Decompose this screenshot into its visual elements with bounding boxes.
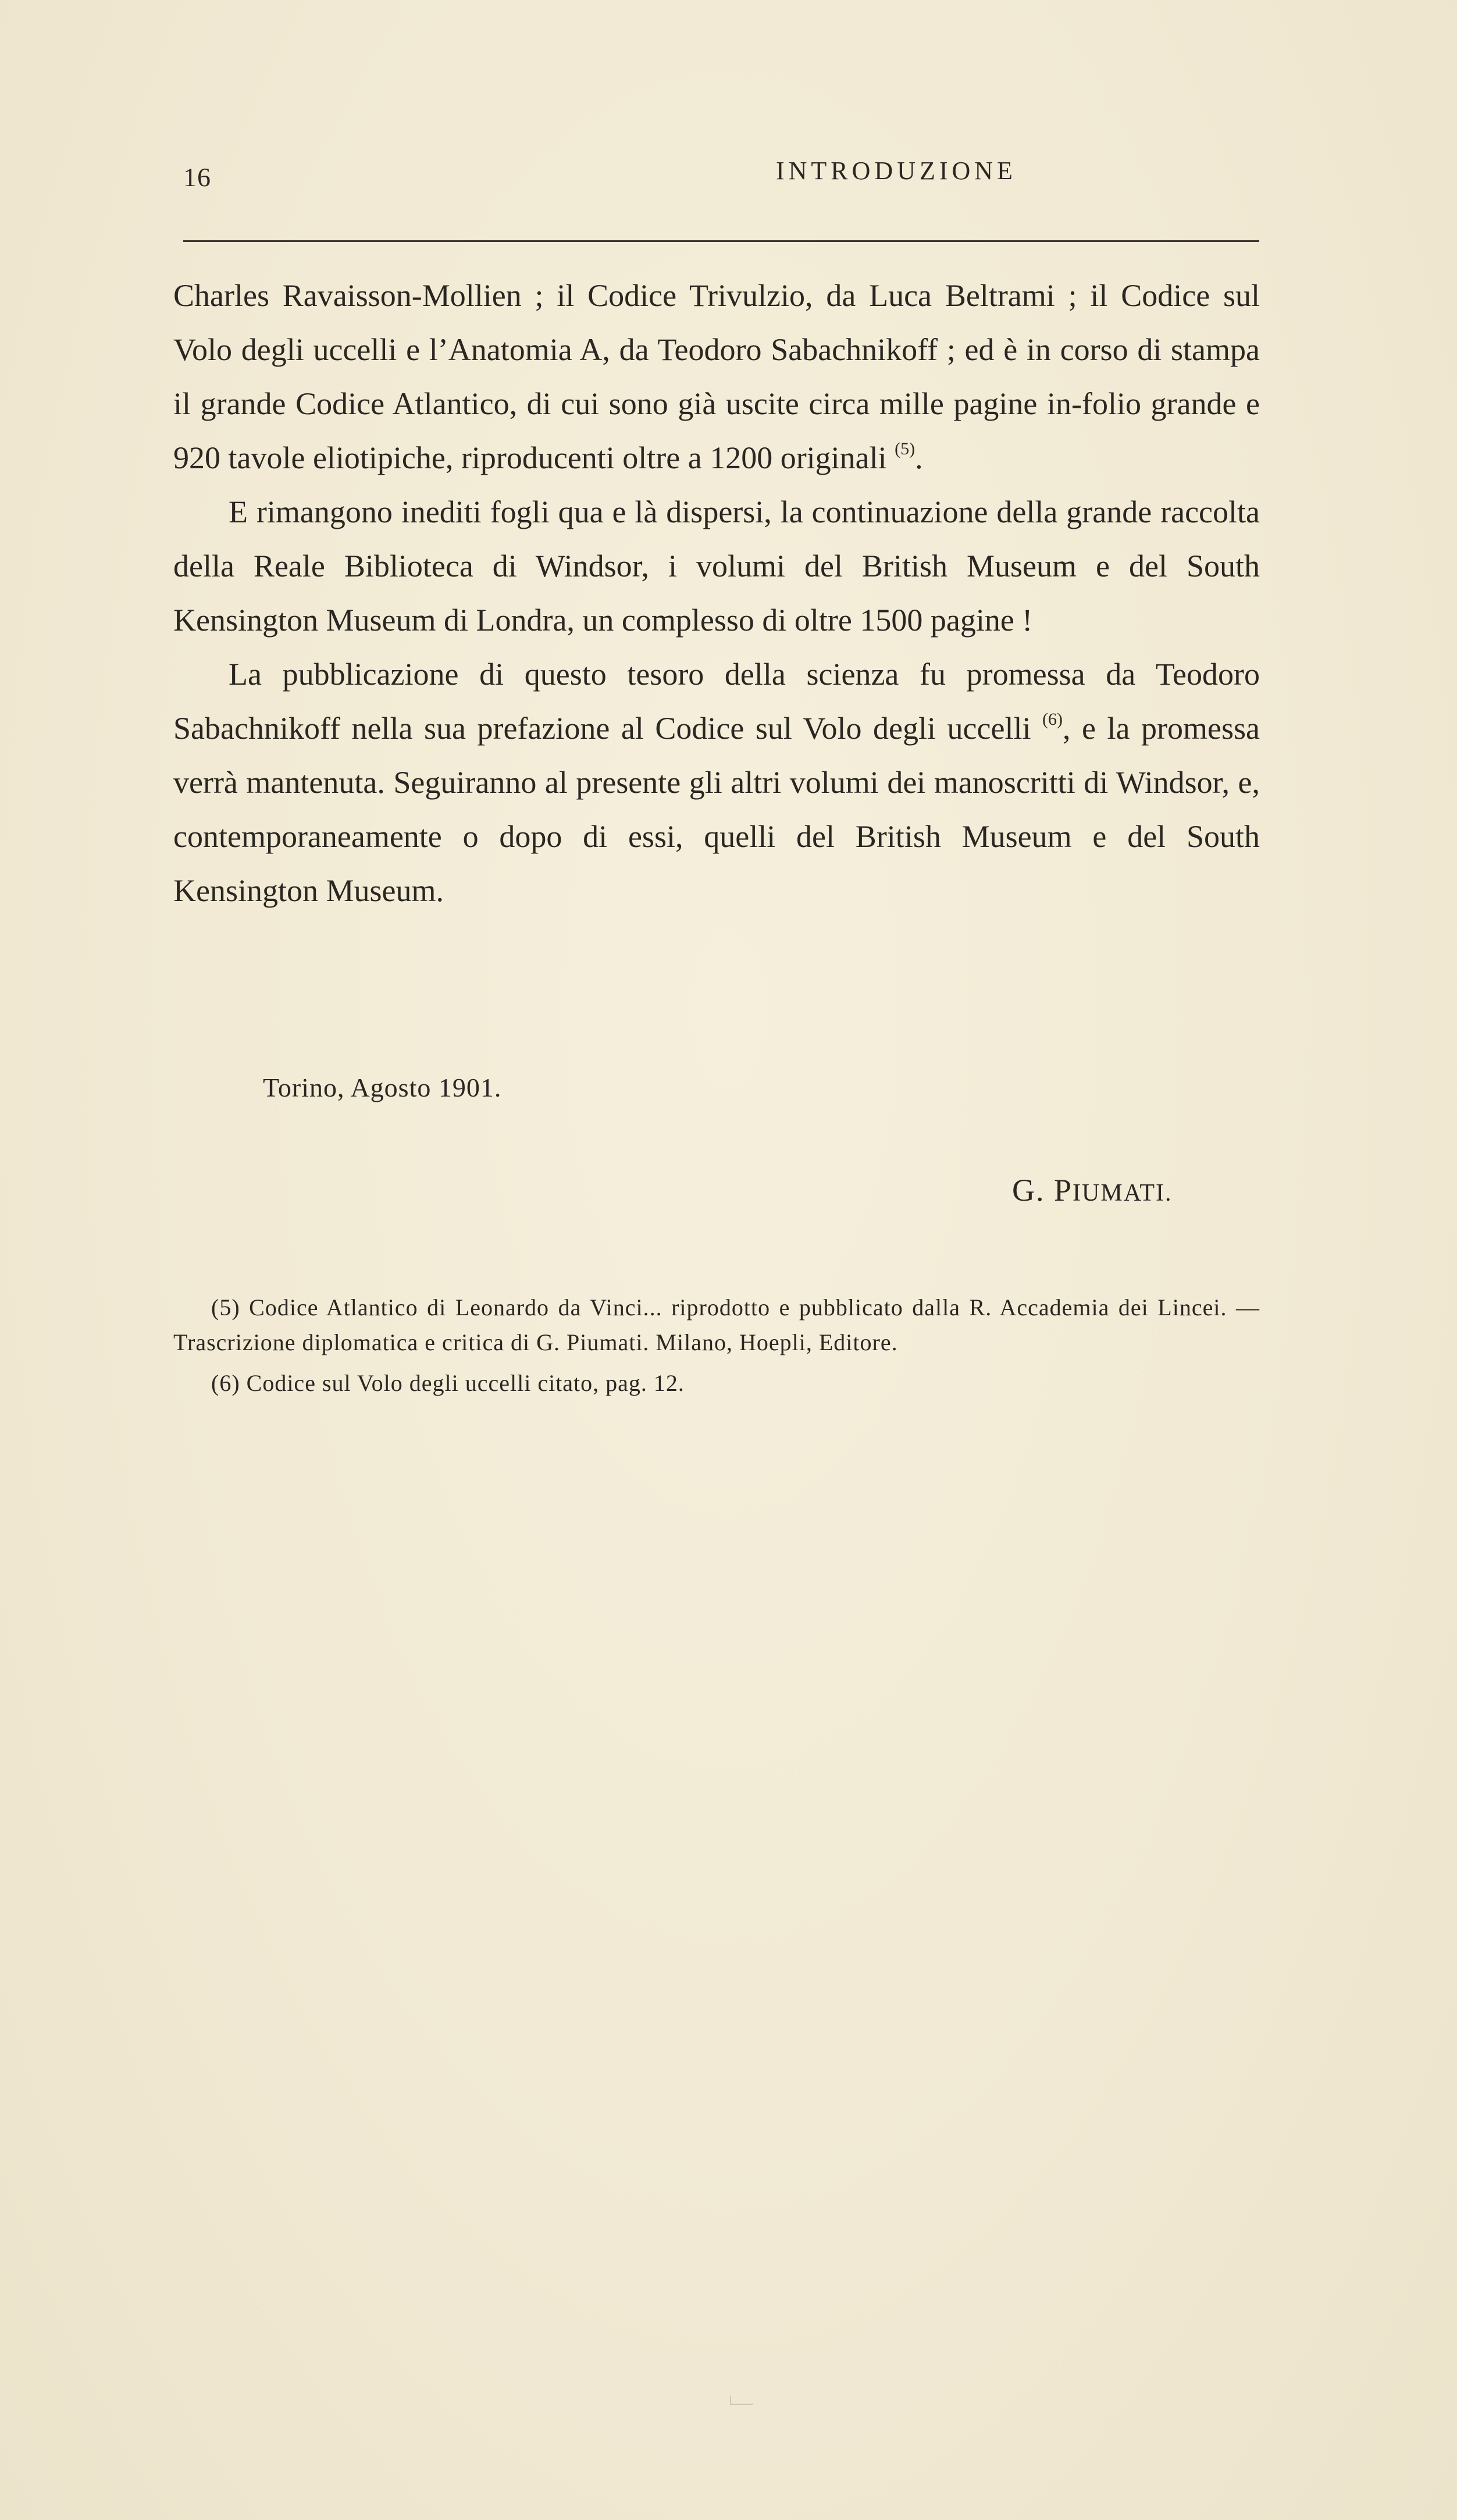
footnote-spacer <box>173 1360 1260 1366</box>
paragraph-1-end: . <box>915 440 923 475</box>
paragraph-1-text: Charles Ravaisson-Mollien ; il Codice Trivulzio, da Luca Beltrami ; il Codice sul Volo degli uccelli e l’Anatomia A, da Teodoro Sabachnikoff ; ed è in corso di stampa il grande Codice Atlantico, di cui sono già uscite circa mille pagine in-folio grande e 920 tavole eliotipiche, riproducenti oltre a 1200 originali <box>173 278 1260 475</box>
page-mark <box>730 2396 753 2405</box>
signature-initial: G. P <box>1012 1173 1073 1208</box>
footnote-6: (6) Codice sul Volo degli uccelli citato, pag. 12. <box>211 1370 685 1396</box>
footnote-5: (5) Codice Atlantico di Leonardo da Vinci... riprodotto e pubblicato dalla R. Accademia dei Lincei. — Trascrizione diplomatica e critica di G. Piumati. Milano, Hoepli, Editore. <box>173 1294 1260 1355</box>
paragraph-3 <box>173 647 1260 918</box>
footnote-ref-6: (6) <box>1042 710 1063 729</box>
page-header <box>183 156 1259 197</box>
paragraph-3-text-b: , e la promessa verrà mantenuta. Seguiranno al presente gli altri volumi dei manoscritti di Windsor, e, contemporaneamente o dopo di essi, quelli del British Museum e del South Kensington Museum. <box>173 711 1260 908</box>
running-head: INTRODUZIONE <box>776 156 1017 185</box>
signature-surname: IUMATI. <box>1073 1180 1173 1206</box>
paragraph-3-text-a: La pubblicazione di questo tesoro della scienza fu promessa da Teodoro Sabachnikoff nella sua prefazione al Codice sul Volo degli uccelli <box>173 657 1260 746</box>
footnotes <box>173 1290 1260 1401</box>
page-number: 16 <box>183 162 211 192</box>
paragraph-1 <box>173 269 1260 485</box>
signature <box>1012 1172 1173 1208</box>
paragraph-2: E rimangono inediti fogli qua e là dispersi, la continuazione della grande raccolta della Reale Biblioteca di Windsor, i volumi del British Museum e del South Kensington Museum di Londra, un complesso di oltre 1500 pagine ! <box>173 494 1260 638</box>
header-rule <box>183 240 1259 242</box>
footnote-ref-5: (5) <box>895 439 915 458</box>
dateline: Torino, Agosto 1901. <box>263 1073 502 1102</box>
main-text <box>173 269 1260 918</box>
